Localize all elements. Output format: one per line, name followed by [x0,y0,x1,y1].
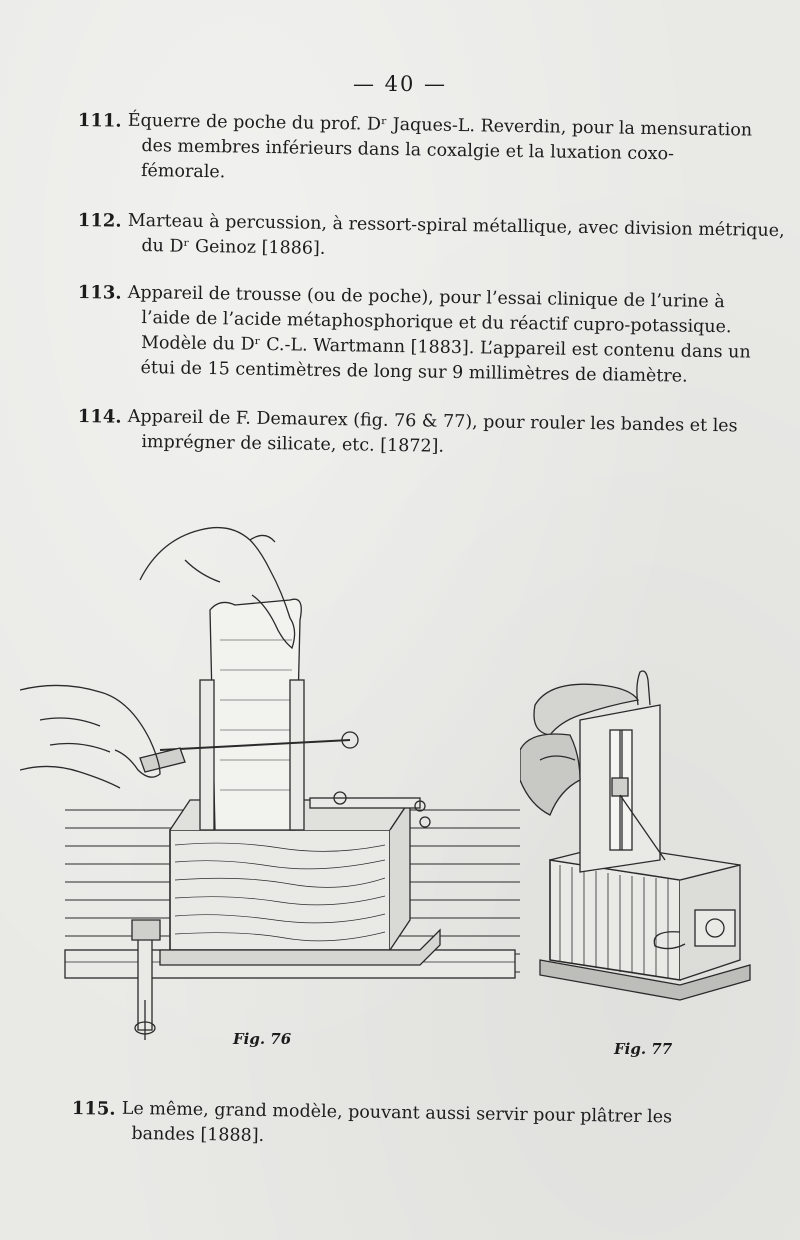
entry-text-line: Marteau à percussion, à ressort-spiral métallique, avec division métrique, [127,210,785,242]
entry-text-line: des membres inférieurs dans la coxalgie et la luxation coxo- [141,136,675,165]
entry-text-line: fémorale. [140,160,226,183]
figure-76-illustration [20,500,520,1060]
entry-text-line: Modèle du Dʳ C.-L. Wartmann [1883]. L’appareil est contenu dans un [140,332,751,363]
page-number: — 40 — [352,72,448,96]
entry-115 [71,1096,672,1155]
entry-114 [77,404,738,464]
entry-text-line: étui de 15 centimètres de long sur 9 millimètres de diamètre. [140,357,688,387]
entry-112 [77,208,785,269]
entry-113 [76,280,751,391]
entry-text-line: Appareil de F. Demaurex (fig. 76 & 77), pour rouler les bandes et les [127,406,738,437]
figure-76-caption: Fig. 76 [233,1030,292,1048]
entry-text-line: l’aide de l’acide métaphosphorique et du réactif cupro-potassique. [141,308,732,338]
entry-text-line: bandes [1888]. [131,1123,265,1147]
entry-number: 112. [77,209,122,232]
entry-text-line: du Dʳ Geinoz [1886]. [141,236,326,259]
entry-text-line: Le même, grand modèle, pouvant aussi servir pour plâtrer les [121,1098,673,1128]
entry-text-line: Équerre de poche du prof. Dʳ Jaques-L. Reverdin, pour la mensuration [127,110,753,141]
entry-text-line: imprégner de silicate, etc. [1872]. [141,432,445,457]
entry-text-line: Appareil de trousse (ou de poche), pour l’essai clinique de l’urine à [127,282,725,313]
entry-111 [77,108,752,194]
entry-number: 113. [77,281,122,304]
entry-number: 115. [71,1097,116,1120]
figure-77-illustration [520,660,770,1020]
figure-77-caption: Fig. 77 [614,1040,673,1058]
entry-number: 114. [77,405,122,428]
entry-number: 111. [77,109,122,132]
